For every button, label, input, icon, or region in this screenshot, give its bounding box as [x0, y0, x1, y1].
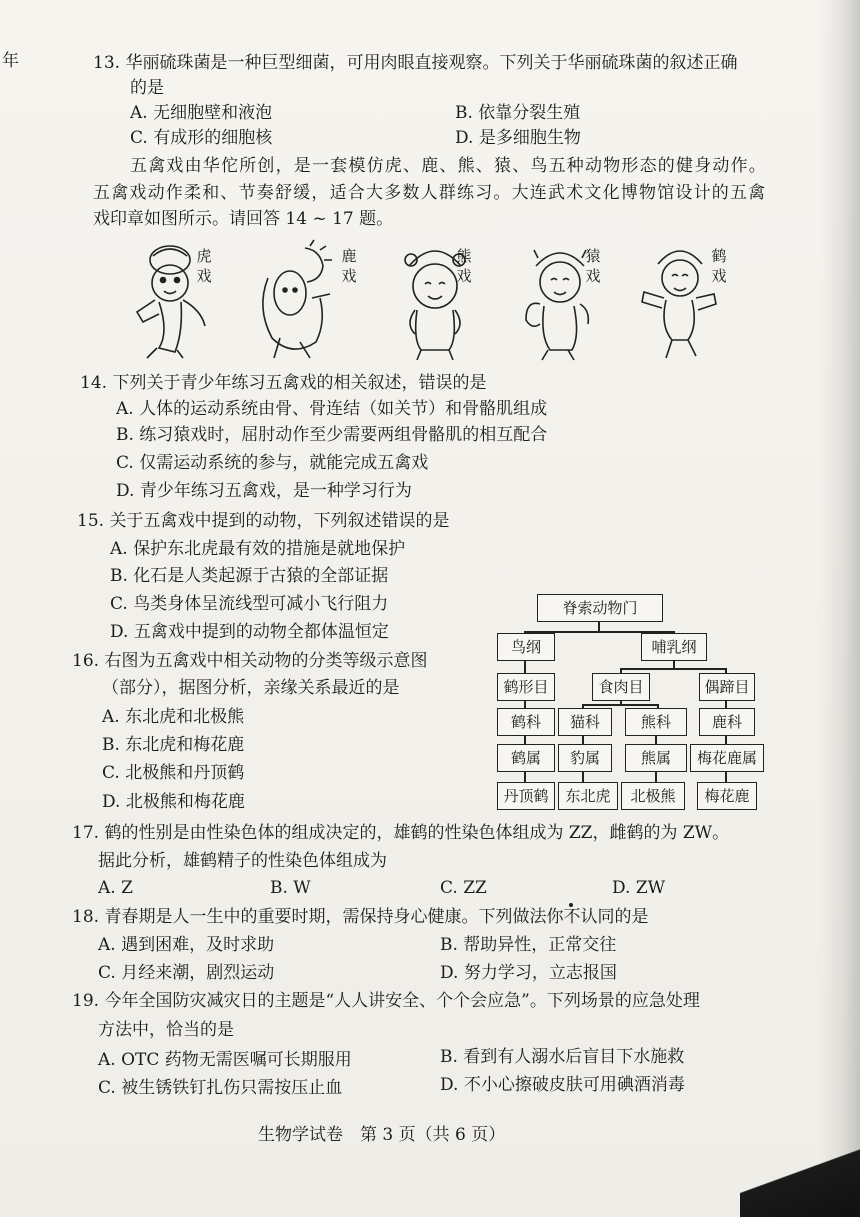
q15-option-d: D. 五禽戏中提到的动物全都体温恒定	[110, 622, 389, 642]
q18-emphasis: 不	[563, 907, 580, 927]
q19-option-a: A. OTC 药物无需医嘱可长期服用	[98, 1050, 352, 1070]
q13-option-c: C. 有成形的细胞核	[130, 128, 273, 148]
tree-species-crane: 丹顶鹤	[497, 782, 555, 810]
bear-play-figure	[395, 238, 500, 363]
q17-stem-line2: 据此分析，雄鹤精子的性染色体组成为	[98, 851, 387, 871]
figure-label: 鹤戏	[711, 247, 727, 285]
tree-species-bear: 北极熊	[621, 782, 685, 810]
tree-class-mammal: 哺乳纲	[641, 633, 707, 661]
ape-play-figure	[518, 238, 628, 363]
q16-stem-line2: （部分），据图分析，亲缘关系最近的是	[102, 678, 400, 698]
q18-stem: 18. 青春期是人一生中的重要时期，需保持身心健康。下列做法你不 认同的是	[72, 906, 648, 928]
q14-option-c: C. 仅需运动系统的参与，就能完成五禽戏	[116, 453, 429, 473]
q19-stem-line1: 19. 今年全国防灾减灾日的主题是“人人讲安全、个个会应急”。下列场景的应急处理	[72, 991, 700, 1011]
q13-stem-line1: 13. 华丽硫珠菌是一种巨型细菌，可用肉眼直接观察。下列关于华丽硫珠菌的叙述正确	[93, 53, 738, 73]
q13-option-a: A. 无细胞壁和液泡	[130, 103, 273, 123]
intro-line1: 五禽戏由华佗所创，是一套模仿虎、鹿、熊、猿、鸟五种动物形态的健身动作。	[130, 156, 767, 176]
tree-genus-crane: 鹤属	[497, 744, 555, 772]
q19-option-b: B. 看到有人溺水后盲目下水施救	[440, 1047, 685, 1067]
intro-line2: 五禽戏动作柔和、节奏舒缓，适合大多数人群练习。大连武术文化博物馆设计的五禽	[93, 183, 767, 203]
deer-play-figure	[250, 238, 365, 363]
q14-stem: 14. 下列关于青少年练习五禽戏的相关叙述，错误的是	[80, 373, 487, 393]
q18-option-c: C. 月经来潮，剧烈运动	[98, 963, 275, 983]
page-edge-shadow	[820, 0, 860, 1217]
page-corner-shadow	[740, 1147, 860, 1217]
tree-family-deer: 鹿科	[699, 708, 755, 736]
figure-label: 虎戏	[196, 247, 212, 285]
tree-genus-bear: 熊属	[625, 744, 687, 772]
q19-stem-line2: 方法中，恰当的是	[98, 1020, 234, 1040]
q18-option-d: D. 努力学习，立志报国	[440, 963, 617, 983]
q16-option-d: D. 北极熊和梅花鹿	[102, 792, 245, 812]
tiger-play-figure	[125, 238, 235, 363]
q17-option-b: B. W	[270, 878, 311, 898]
margin-mark: 年	[2, 51, 19, 71]
tree-species-deer: 梅花鹿	[697, 782, 757, 810]
q14-option-a: A. 人体的运动系统由骨、骨连结（如关节）和骨骼肌组成	[116, 399, 548, 419]
q13-option-d: D. 是多细胞生物	[455, 128, 581, 148]
q15-option-c: C. 鸟类身体呈流线型可减小飞行阻力	[110, 594, 389, 614]
tree-family-bear: 熊科	[625, 708, 687, 736]
q19-option-d: D. 不小心擦破皮肤可用碘酒消毒	[440, 1075, 685, 1095]
q18-option-b: B. 帮助异性，正常交往	[440, 935, 617, 955]
tree-species-tiger: 东北虎	[558, 782, 618, 810]
tree-order-carnivore: 食肉目	[592, 673, 650, 701]
tree-phylum: 脊索动物门	[537, 594, 663, 622]
q15-option-b: B. 化石是人类起源于古猿的全部证据	[110, 566, 389, 586]
tree-family-cat: 猫科	[558, 708, 612, 736]
q19-option-c: C. 被生锈铁钉扎伤只需按压止血	[98, 1078, 343, 1098]
tree-genus-panthera: 豹属	[558, 744, 612, 772]
q13-stem-line2: 的是	[130, 78, 164, 98]
q14-option-b: B. 练习猿戏时，屈肘动作至少需要两组骨骼肌的相互配合	[116, 425, 548, 445]
q16-option-b: B. 东北虎和梅花鹿	[102, 735, 245, 755]
q17-stem-line1: 17. 鹤的性别是由性染色体的组成决定的，雄鹤的性染色体组成为 ZZ，雌鹤的为 ZW。	[72, 823, 730, 843]
figure-label: 熊戏	[456, 247, 472, 285]
q15-option-a: A. 保护东北虎最有效的措施是就地保护	[110, 539, 406, 559]
q14-option-d: D. 青少年练习五禽戏，是一种学习行为	[116, 481, 412, 501]
tree-genus-deer: 梅花鹿属	[690, 744, 764, 772]
q16-stem-line1: 16. 右图为五禽戏中相关动物的分类等级示意图	[72, 651, 428, 671]
figure-label: 鹿戏	[341, 247, 357, 285]
q16-option-a: A. 东北虎和北极熊	[102, 707, 245, 727]
q17-option-a: A. Z	[98, 878, 133, 898]
tree-class-bird: 鸟纲	[497, 633, 555, 661]
figure-label: 猿戏	[585, 247, 601, 285]
q13-option-b: B. 依靠分裂生殖	[455, 103, 581, 123]
tree-order-crane: 鹤形目	[497, 673, 555, 701]
q17-option-d: D. ZW	[612, 878, 666, 898]
q17-option-c: C. ZZ	[440, 878, 487, 898]
page-footer: 生物学试卷 第 3 页（共 6 页）	[258, 1125, 506, 1145]
intro-line3: 戏印章如图所示。请回答 14 ~ 17 题。	[93, 209, 394, 229]
q16-option-c: C. 北极熊和丹顶鹤	[102, 763, 245, 783]
tree-order-artiodactyl: 偶蹄目	[699, 673, 755, 701]
crane-play-figure	[640, 238, 740, 363]
q15-stem: 15. 关于五禽戏中提到的动物，下列叙述错误的是	[77, 511, 450, 531]
q18-option-a: A. 遇到困难，及时求助	[98, 935, 275, 955]
tree-family-crane: 鹤科	[497, 708, 555, 736]
